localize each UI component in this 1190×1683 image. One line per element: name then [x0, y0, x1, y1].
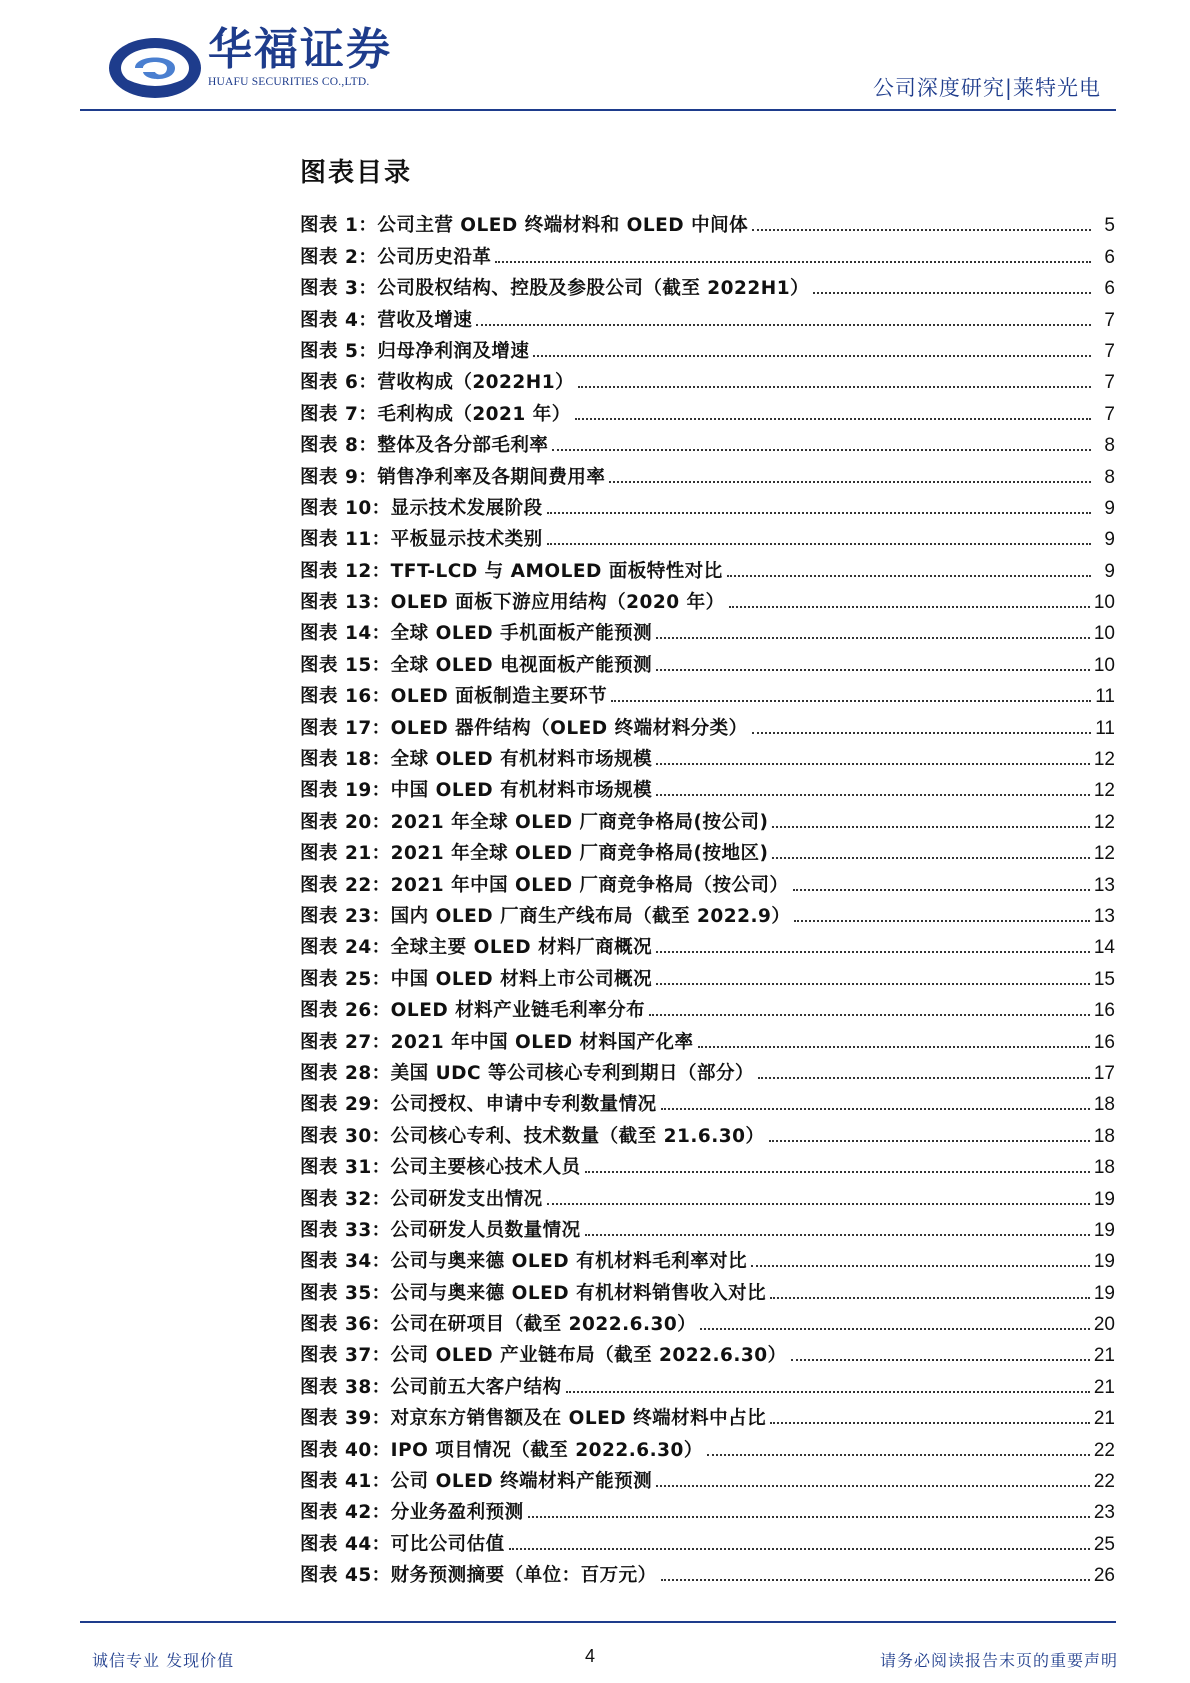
toc-entry-page: 6 — [1104, 246, 1115, 268]
toc-entry-label: 图表 33：公司研发人员数量情况 — [300, 1219, 581, 1241]
toc-entry[interactable] — [300, 1556, 1115, 1587]
toc-entry[interactable] — [300, 1430, 1115, 1461]
toc-entry-page: 9 — [1104, 529, 1115, 551]
toc-entry-page: 18 — [1093, 1125, 1115, 1147]
toc-entry-page: 13 — [1093, 874, 1115, 896]
toc-entry-label: 图表 18：全球 OLED 有机材料市场规模 — [300, 749, 653, 771]
toc-dot-leader — [698, 1046, 1090, 1048]
toc-dot-leader — [729, 606, 1090, 608]
toc-entry[interactable] — [300, 1493, 1115, 1524]
toc-entry-page: 7 — [1104, 403, 1115, 425]
toc-entry-page: 11 — [1095, 717, 1115, 739]
toc-entry-label: 图表 2：公司历史沿革 — [300, 246, 492, 268]
toc-entry[interactable] — [300, 1462, 1115, 1493]
toc-entry-page: 25 — [1093, 1533, 1115, 1555]
toc-dot-leader — [656, 794, 1090, 796]
toc-dot-leader — [751, 1265, 1090, 1267]
toc-entry-page: 21 — [1093, 1376, 1115, 1398]
toc-entry-page: 22 — [1093, 1471, 1115, 1493]
toc-entry[interactable] — [300, 489, 1115, 520]
toc-entry[interactable] — [300, 300, 1115, 331]
toc-entry-page: 6 — [1104, 278, 1115, 300]
toc-entry-label: 图表 23：国内 OLED 厂商生产线布局（截至 2022.9） — [300, 905, 791, 927]
toc-dot-leader — [476, 324, 1091, 326]
toc-entry-page: 9 — [1104, 560, 1115, 582]
toc-dot-leader — [609, 481, 1091, 483]
toc-entry-page: 10 — [1093, 592, 1115, 614]
toc-dot-leader — [727, 575, 1091, 577]
toc-entry-label: 图表 27：2021 年中国 OLED 材料国产化率 — [300, 1031, 694, 1053]
toc-entry[interactable] — [300, 1148, 1115, 1179]
toc-entry-page: 8 — [1104, 466, 1115, 488]
toc-entry[interactable] — [300, 1399, 1115, 1430]
toc-dot-leader — [752, 732, 1091, 734]
toc-entry-label: 图表 32：公司研发支出情况 — [300, 1188, 543, 1210]
toc-dot-leader — [649, 1014, 1090, 1016]
toc-entry-label: 图表 42：分业务盈利预测 — [300, 1502, 524, 1524]
page-number: 4 — [585, 1646, 596, 1666]
toc-entry-page: 20 — [1093, 1314, 1115, 1336]
toc-entry-label: 图表 20：2021 年全球 OLED 厂商竞争格局(按公司) — [300, 811, 769, 833]
toc-dot-leader — [656, 637, 1090, 639]
toc-entry[interactable] — [300, 865, 1115, 896]
toc-entry[interactable] — [300, 1211, 1115, 1242]
toc-entry-label: 图表 34：公司与奥来德 OLED 有机材料毛利率对比 — [300, 1251, 748, 1273]
toc-entry-label: 图表 17：OLED 器件结构（OLED 终端材料分类） — [300, 717, 748, 739]
toc-dot-leader — [566, 1391, 1090, 1393]
toc-entry-label: 图表 13：OLED 面板下游应用结构（2020 年） — [300, 592, 725, 614]
toc-entry-label: 图表 1：公司主营 OLED 终端材料和 OLED 中间体 — [300, 215, 749, 237]
toc-entry-label: 图表 15：全球 OLED 电视面板产能预测 — [300, 654, 653, 676]
toc-dot-leader — [547, 543, 1091, 545]
toc-entry[interactable] — [300, 394, 1115, 425]
toc-dot-leader — [793, 889, 1090, 891]
toc-entry-label: 图表 9：销售净利率及各期间费用率 — [300, 466, 606, 488]
toc-entry[interactable] — [300, 269, 1115, 300]
toc-dot-leader — [794, 920, 1089, 922]
toc-entry[interactable] — [300, 1116, 1115, 1147]
toc-entry-label: 图表 16：OLED 面板制造主要环节 — [300, 686, 608, 708]
toc-entry-page: 7 — [1104, 340, 1115, 362]
toc-entry[interactable] — [300, 614, 1115, 645]
toc-entry[interactable] — [300, 1367, 1115, 1398]
toc-dot-leader — [661, 1108, 1090, 1110]
toc-entry-page: 14 — [1093, 937, 1115, 959]
toc-dot-leader — [656, 669, 1090, 671]
toc-entry-page: 18 — [1093, 1157, 1115, 1179]
toc-dot-leader — [770, 1297, 1090, 1299]
toc-entry-label: 图表 44：可比公司估值 — [300, 1533, 505, 1555]
toc-entry-page: 7 — [1104, 372, 1115, 394]
toc-entry-label: 图表 29：公司授权、申请中专利数量情况 — [300, 1094, 657, 1116]
brand-name-en: HUAFU SECURITIES CO.,LTD. — [208, 76, 370, 88]
toc-dot-leader — [769, 1140, 1090, 1142]
toc-entry[interactable] — [300, 237, 1115, 268]
toc-entry-label: 图表 37：公司 OLED 产业链布局（截至 2022.6.30） — [300, 1345, 787, 1367]
toc-dot-leader — [575, 418, 1091, 420]
toc-entry-label: 图表 10：显示技术发展阶段 — [300, 497, 543, 519]
toc-entry-page: 13 — [1093, 905, 1115, 927]
toc-entry-page: 16 — [1093, 1000, 1115, 1022]
toc-entry[interactable] — [300, 583, 1115, 614]
toc-entry[interactable] — [300, 520, 1115, 551]
toc-entry-page: 9 — [1104, 497, 1115, 519]
toc-entry-label: 图表 36：公司在研项目（截至 2022.6.30） — [300, 1314, 697, 1336]
toc-entry-label: 图表 6：营收构成（2022H1） — [300, 372, 575, 394]
toc-entry[interactable] — [300, 677, 1115, 708]
toc-entry-label: 图表 35：公司与奥来德 OLED 有机材料销售收入对比 — [300, 1282, 767, 1304]
toc-entry[interactable] — [300, 1179, 1115, 1210]
toc-entry-label: 图表 12：TFT-LCD 与 AMOLED 面板特性对比 — [300, 560, 723, 582]
toc-dot-leader — [813, 292, 1091, 294]
toc-entry-label: 图表 14：全球 OLED 手机面板产能预测 — [300, 623, 653, 645]
toc-dot-leader — [547, 1203, 1090, 1205]
brand-name-cn: 华福证券 — [208, 24, 392, 75]
toc-entry-label: 图表 8：整体及各分部毛利率 — [300, 435, 549, 457]
toc-entry-label: 图表 7：毛利构成（2021 年） — [300, 403, 571, 425]
toc-dot-leader — [661, 1579, 1090, 1581]
toc-entry[interactable] — [300, 1054, 1115, 1085]
toc-entry-page: 10 — [1093, 654, 1115, 676]
toc-entry[interactable] — [300, 928, 1115, 959]
toc-entry[interactable] — [300, 897, 1115, 928]
toc-dot-leader — [791, 1359, 1090, 1361]
toc-dot-leader — [509, 1548, 1090, 1550]
toc-entry-label: 图表 45：财务预测摘要（单位：百万元） — [300, 1565, 657, 1587]
huafu-logo-icon — [105, 28, 205, 108]
toc-dot-leader — [495, 261, 1091, 263]
toc-entry[interactable] — [300, 1273, 1115, 1304]
header-divider — [80, 109, 1116, 111]
toc-entry-label: 图表 39：对京东方销售额及在 OLED 终端材料中占比 — [300, 1408, 767, 1430]
toc-entry[interactable] — [300, 332, 1115, 363]
toc-entry-page: 10 — [1093, 623, 1115, 645]
toc-entry-page: 19 — [1093, 1219, 1115, 1241]
toc-entry[interactable] — [300, 708, 1115, 739]
page-header — [80, 20, 1116, 112]
toc-entry[interactable] — [300, 426, 1115, 457]
toc-dot-leader — [656, 1485, 1090, 1487]
toc-entry[interactable] — [300, 1085, 1115, 1116]
toc-entry-page: 22 — [1093, 1439, 1115, 1461]
toc-dot-leader — [585, 1234, 1090, 1236]
toc-entry-page: 12 — [1093, 780, 1115, 802]
footer-divider — [80, 1621, 1116, 1623]
toc-entry-label: 图表 19：中国 OLED 有机材料市场规模 — [300, 780, 653, 802]
toc-dot-leader — [772, 857, 1089, 859]
toc-dot-leader — [770, 1422, 1090, 1424]
toc-entry[interactable] — [300, 740, 1115, 771]
toc-entry-label: 图表 26：OLED 材料产业链毛利率分布 — [300, 1000, 646, 1022]
toc-entry-page: 19 — [1093, 1251, 1115, 1273]
toc-entry-page: 23 — [1093, 1502, 1115, 1524]
footer-disclaimer-note: 请务必阅读报告末页的重要声明 — [879, 1651, 1118, 1670]
toc-entry-label: 图表 25：中国 OLED 材料上市公司概况 — [300, 968, 653, 990]
toc-entry-label: 图表 24：全球主要 OLED 材料厂商概况 — [300, 937, 653, 959]
toc-entry-page: 26 — [1093, 1565, 1115, 1587]
toc-entry-label: 图表 5：归母净利润及增速 — [300, 340, 530, 362]
toc-entry-label: 图表 30：公司核心专利、技术数量（截至 21.6.30） — [300, 1125, 765, 1147]
toc-entry[interactable] — [300, 1336, 1115, 1367]
toc-entry-label: 图表 21：2021 年全球 OLED 厂商竞争格局(按地区) — [300, 843, 769, 865]
toc-entry[interactable] — [300, 959, 1115, 990]
toc-entry[interactable] — [300, 1022, 1115, 1053]
toc-entry-page: 18 — [1093, 1094, 1115, 1116]
toc-entry[interactable] — [300, 771, 1115, 802]
toc-dot-leader — [772, 826, 1089, 828]
report-type: 公司深度研究|莱特光电 — [872, 76, 1101, 100]
toc-entry-label: 图表 3：公司股权结构、控股及参股公司（截至 2022H1） — [300, 278, 810, 300]
toc-entry[interactable] — [300, 551, 1115, 582]
toc-dot-leader — [700, 1328, 1090, 1330]
toc-dot-leader — [707, 1454, 1090, 1456]
toc-entry-page: 7 — [1104, 309, 1115, 331]
toc-entry-page: 15 — [1093, 968, 1115, 990]
toc-dot-leader — [611, 700, 1091, 702]
toc-dot-leader — [578, 386, 1091, 388]
toc-dot-leader — [656, 983, 1090, 985]
toc-entry[interactable] — [300, 834, 1115, 865]
toc-list — [300, 206, 1115, 1587]
toc-entry-label: 图表 4：营收及增速 — [300, 309, 473, 331]
toc-entry-page: 8 — [1104, 435, 1115, 457]
toc-entry-page: 21 — [1093, 1345, 1115, 1367]
toc-entry[interactable] — [300, 991, 1115, 1022]
toc-entry-label: 图表 28：美国 UDC 等公司核心专利到期日（部分） — [300, 1062, 755, 1084]
toc-entry-label: 图表 11：平板显示技术类别 — [300, 529, 543, 551]
toc-dot-leader — [656, 763, 1090, 765]
toc-dot-leader — [533, 355, 1091, 357]
toc-entry[interactable] — [300, 363, 1115, 394]
toc-dot-leader — [758, 1077, 1090, 1079]
toc-entry[interactable] — [300, 206, 1115, 237]
toc-entry-page: 21 — [1093, 1408, 1115, 1430]
toc-entry-page: 16 — [1093, 1031, 1115, 1053]
toc-dot-leader — [752, 229, 1091, 231]
toc-entry-page: 19 — [1093, 1282, 1115, 1304]
toc-entry-page: 19 — [1093, 1188, 1115, 1210]
toc-dot-leader — [656, 951, 1090, 953]
footer-slogan: 诚信专业 发现价值 — [92, 1651, 235, 1670]
toc-dot-leader — [552, 449, 1091, 451]
toc-entry-label: 图表 22：2021 年中国 OLED 厂商竞争格局（按公司） — [300, 874, 789, 896]
toc-entry-page: 12 — [1093, 843, 1115, 865]
toc-entry-label: 图表 38：公司前五大客户结构 — [300, 1376, 562, 1398]
toc-entry[interactable] — [300, 1242, 1115, 1273]
toc-dot-leader — [585, 1171, 1090, 1173]
toc-entry-label: 图表 40：IPO 项目情况（截至 2022.6.30） — [300, 1439, 703, 1461]
toc-entry-page: 5 — [1104, 215, 1115, 237]
toc-entry[interactable] — [300, 457, 1115, 488]
toc-entry-page: 12 — [1093, 811, 1115, 833]
toc-entry-label: 图表 31：公司主要核心技术人员 — [300, 1157, 581, 1179]
toc-dot-leader — [547, 512, 1091, 514]
toc-entry-page: 17 — [1093, 1062, 1115, 1084]
toc-title: 图表目录 — [300, 158, 413, 188]
toc-entry-page: 12 — [1093, 749, 1115, 771]
toc-entry-label: 图表 41：公司 OLED 终端材料产能预测 — [300, 1471, 653, 1493]
toc-entry[interactable] — [300, 802, 1115, 833]
toc-dot-leader — [528, 1516, 1090, 1518]
toc-entry[interactable] — [300, 1524, 1115, 1555]
toc-entry[interactable] — [300, 1305, 1115, 1336]
toc-entry[interactable] — [300, 645, 1115, 676]
toc-entry-page: 11 — [1095, 686, 1115, 708]
